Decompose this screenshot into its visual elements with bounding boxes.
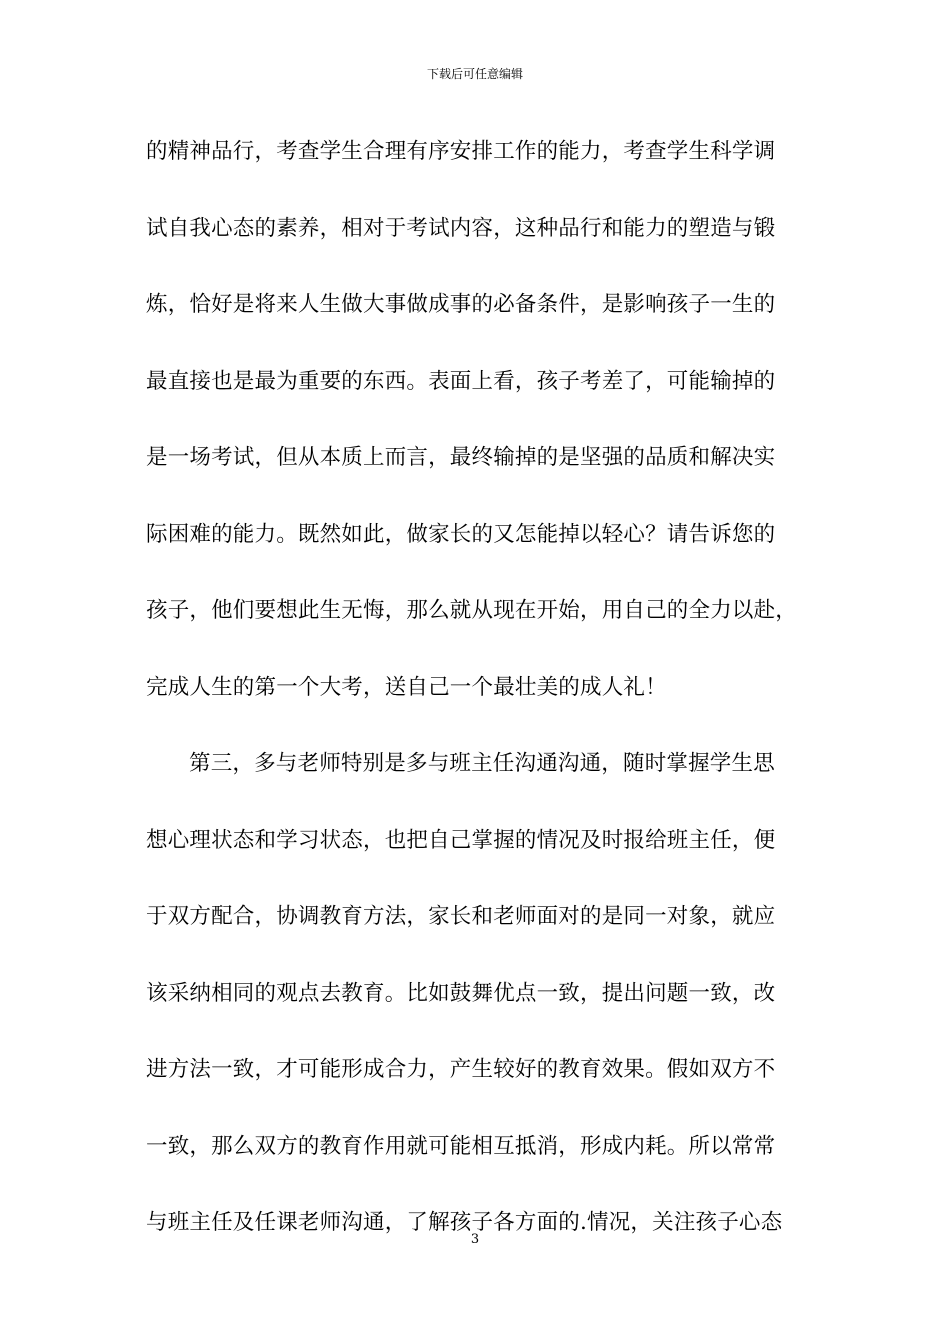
text-line: 进方法一致，才可能形成合力，产生较好的教育效果。假如双方不 [146,1057,776,1082]
text-line: 是一场考试，但从本质上而言，最终输掉的是坚强的品质和解决实 [146,445,776,470]
text-line: 际困难的能力。既然如此，做家长的又怎能掉以轻心？请告诉您的 [146,521,776,547]
text-line: 炼，恰好是将来人生做大事做成事的必备条件，是影响孩子一生的 [146,292,776,317]
paragraph-start-line: 第三，多与老师特别是多与班主任沟通沟通，随时掌握学生思 [189,751,775,776]
text-line: 于双方配合，协调教育方法，家长和老师面对的是同一对象，就应 [146,904,776,929]
page-header: 下载后可任意编辑 [426,67,523,81]
text-line: 与班主任及任课老师沟通，了解孩子各方面的.情况，关注孩子心态 [146,1210,783,1235]
text-line: 该采纳相同的观点去教育。比如鼓舞优点一致，提出问题一致，改 [146,980,776,1006]
text-line: 一致，那么双方的教育作用就可能相互抵消，形成内耗。所以常常 [146,1133,776,1159]
document-body [146,130,816,1278]
page-number: 3 [470,1232,480,1247]
text-line: 孩子，他们要想此生无悔，那么就从现在开始，用自己的全力以赴， [146,598,798,623]
text-line: 最直接也是最为重要的东西。表面上看，孩子考差了，可能输掉的 [146,368,776,394]
text-line: 的精神品行，考查学生合理有序安排工作的能力，考查学生科学调 [146,139,776,164]
text-line: 完成人生的第一个大考，送自己一个最壮美的成人礼！ [146,674,667,700]
text-line: 想心理状态和学习状态，也把自己掌握的情况及时报给班主任，便 [146,827,776,853]
text-line: 试自我心态的素养，相对于考试内容，这种品行和能力的塑造与锻 [146,215,776,241]
